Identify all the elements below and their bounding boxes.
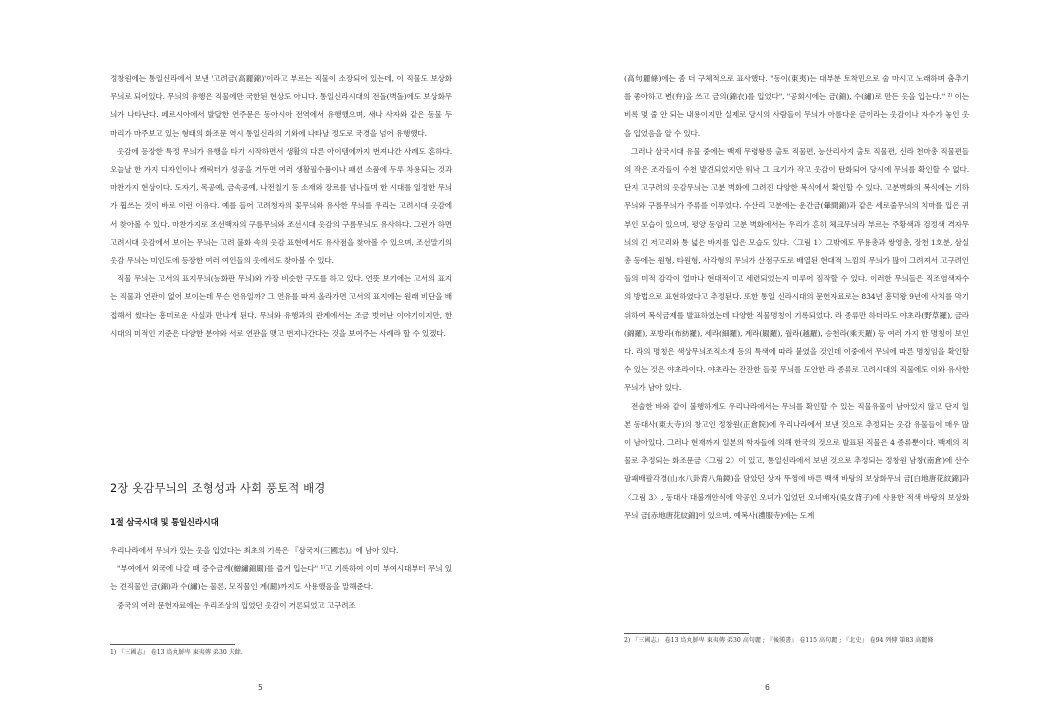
footnote-divider xyxy=(110,644,235,645)
section-body-text xyxy=(110,542,452,615)
footnote-divider xyxy=(624,633,749,634)
page-number: 5 xyxy=(258,683,263,692)
paragraph: 그러나 삼국시대 유물 중에는 백제 무령왕릉 출토 직물편, 능산리사지 출토 직물편, 신라 천마총 직물편들의 작은 조각들이 수천 발견되었지만 워낙 그 크기가 작고 옷감이 탄화되어 당시에 무늬를 확인할 수 없다. 단지 고구려의 옷감무늬는 고분 벽화에 그려진 다양한 복식에서 확인할 수 있다. 고분벽화의 복식에는 기하무늬와 구름무늬가 주류를 이루었다. 수산리 고분에는 운간금(暈間錦)과 같은 세로줄무늬의 치마를 입은 귀부인 모습이 있으며, 평양 동암리 고분 벽화에서는 우리가 흔히 체크무늬라 부르는 주황색과 검정색 격자무늬의 긴 저고리와 통 넓은 바지를 입은 모습도 있다.〈그림 1〉그밖에도 무용총과 쌍영총, 장천 1호분, 삼실총 등에는 원형, 타원형, 사각형의 무늬가 산점구도로 배열된 현대적 느낌의 무늬가 많이 그려져서 고구려인들의 미적 감각이 얼마나 현대적이고 세련되었는지 미루어 짐작할 수 있다. 이러한 무늬들은 직조염색자수의 방법으로 표현하였다고 추정된다. 또한 통일 신라시대의 문헌자료로는 834년 흥덕왕 9년에 사치를 막기 위하여 복식금제를 발표하였는데 다양한 직물명칭이 기록되었다. 라 종류만 하더라도 야초라(野草羅), 금라(錦羅), 포방라(布紡羅), 세라(細羅), 계라(罽羅), 월라(越羅), 승천라(乘天羅) 등 여러 가지 한 명칭이 보인다. 라의 명칭은 색상무늬조직소재 등의 특색에 따라 붙였을 것인데 이중에서 무늬에 따른 명칭임을 확인할 수 있는 것은 야초라이다. 야초라는 잔잔한 들꽃 무늬를 도안한 라 종류로 고려시대의 직물에도 이와 유사한 무늬가 남아 있다. xyxy=(624,146,969,393)
paragraph: 중국의 여러 문헌자료에는 우리조상의 입었던 옷감이 거론되었고 고구려조 xyxy=(117,600,356,610)
footnote: 2) 『三國志』 卷13 烏丸鮮卑 東夷傳 弟30 高句麗 ; 『後漢書』 卷115 高句麗 ; 『北史』 卷94 列傳 第83 高麗條 xyxy=(624,637,934,644)
paragraph: 옷감에 등장한 특정 무늬가 유행을 타기 시작하면서 생활의 다른 아이템에까지 번져나간 사례도 흔하다. 오늘날 한 가지 디자인이나 캐릭터가 성공을 거두면 여러 생활필수품이나 패션 소품에 두루 차용되는 것과 마찬가지 현상이다. 도자기, 목공예, 금속공예, 나전칠기 등 소재와 장르를 넘나들며 한 시대를 일정한 무늬가 휩쓰는 것이 바로 이런 이유다. 예를 들어 고려청자의 꽃무늬와 유사한 무늬를 우리는 고려시대 옷감에서 찾아볼 수 있다. 마찬가지로 조선백자의 구름무늬와 조선시대 옷감의 구름무늬도 유사하다. 그런가 하면 고려시대 옷감에서 보이는 무늬는 고려 불화 속의 옷감 표현에서도 유사점을 찾아볼 수 있으며, 조선말기의 옷감 무늬는 미인도에 등장한 여러 여인들의 옷에서도 찾아볼 수 있다. xyxy=(110,146,452,266)
paragraph: 정창원에는 통일신라에서 보낸 '고려금(高麗錦)'이라고 부르는 직물이 소장되어 있는데, 이 직물도 보상화무늬로 되어있다. 무늬의 유행은 직물에만 국한된 현상도 아니다. 통일신라시대의 전돌(벽돌)에도 보상화무늬가 나타난다. 페르시아에서 발달한 연주문은 동아시아 전역에서 유행했으며, 새나 사자와 같은 동물 두 마리가 마주보고 있는 형태의 화조문 역시 통일신라의 기와에 나타날 정도로 국경을 넘어 유행했다. xyxy=(110,74,452,138)
paragraph: 직물 무늬는 고서의 표지무늬(능화판 무늬)와 가장 비슷한 구도를 하고 있다. 언뜻 보기에는 고서의 표지는 직물과 연관이 없어 보이는데 무슨 연유일까? 그 연유를 따져 올라가면 고서의 표지에는 원래 비단을 배접해서 썼다는 흥미로운 사실과 만나게 된다. 무늬와 유행과의 관계에서는 조금 벗어난 이야기이지만, 한 시대의 미적인 기준은 다양한 분야와 서로 연관을 맺고 번져나간다는 것을 보여주는 사례라 할 수 있겠다. xyxy=(110,274,452,338)
page-number: 6 xyxy=(765,683,770,692)
paragraph: "부여에서 외국에 나갈 때 증수금계(繒繡錦罽)를 즐겨 입는다" ¹⁾고 기록하여 이미 부여시대부터 무늬 있는 견직물인 금(錦)과 수(繡)는 물론, 모직물인 계(罽)까지도 사용했음을 말해준다. xyxy=(110,564,452,592)
paragraph: (高句麗條)에는 좀 더 구체적으로 표사했다. "동이(東夷)는 대부분 토착민으로 술 마시고 노래하며 춤추기를 좋아하고 변(弁)을 쓰고 금의(錦衣)를 입었다", "공회시에는 금(錦), 수(繡)로 만든 옷을 입는다." ²⁾ 이는 비록 몇 줄 안 되는 내용이지만 실제로 당시의 사람들이 무늬가 아름다운 금이라는 옷감이나 자수가 놓인 옷을 입었음을 알 수 있다. xyxy=(624,74,969,138)
section-title: 1절 삼국시대 및 통일신라시대 xyxy=(110,517,219,527)
chapter-title: 2장 옷감무늬의 조형성과 사회 풍토적 배경 xyxy=(110,482,326,495)
paragraph: 우리나라에서 무늬가 있는 옷을 입었다는 최초의 기록은 『삼국지(三國志)』에 남아 있다. xyxy=(110,546,399,555)
footnote: 1) 『三國志』 卷13 烏丸鮮卑 東夷傳 弟30 夫餘. xyxy=(110,649,243,656)
body-text xyxy=(624,70,969,525)
body-text xyxy=(110,70,452,343)
paragraph: 전술한 바와 같이 불행하게도 우리나라에서는 무늬를 확인할 수 있는 직물유물이 남아있지 않고 단지 일본 동대사(東大寺)의 창고인 정창원(正倉院)에 우리나라에서 보낸 것으로 추정되는 옷감 유물들이 매우 많이 남아있다. 그러나 현재까지 일본의 학자들에 의해 한국의 것으로 발표된 직물은 4 종류뿐이다. 백제의 직물로 추정되는 화조문금〈그림 2〉이 있고, 통일신라에서 보낸 것으로 추정되는 정창원 남창(南倉)에 산수팔괘배팔각경(山水八卦背八角鏡)을 담았던 상자 뚜껑에 바른 백색 바탕의 보상화무늬 금[白地唐花紋錦]과〈그림 3〉, 동대사 대불개안식에 악공인 오녀가 입었던 오녀배자(吳女背子)에 사용한 적색 바탕의 보상화무늬 금[赤地唐花紋錦]이 있으며, 예복사(禮服寺)에는 도계 xyxy=(624,401,969,520)
